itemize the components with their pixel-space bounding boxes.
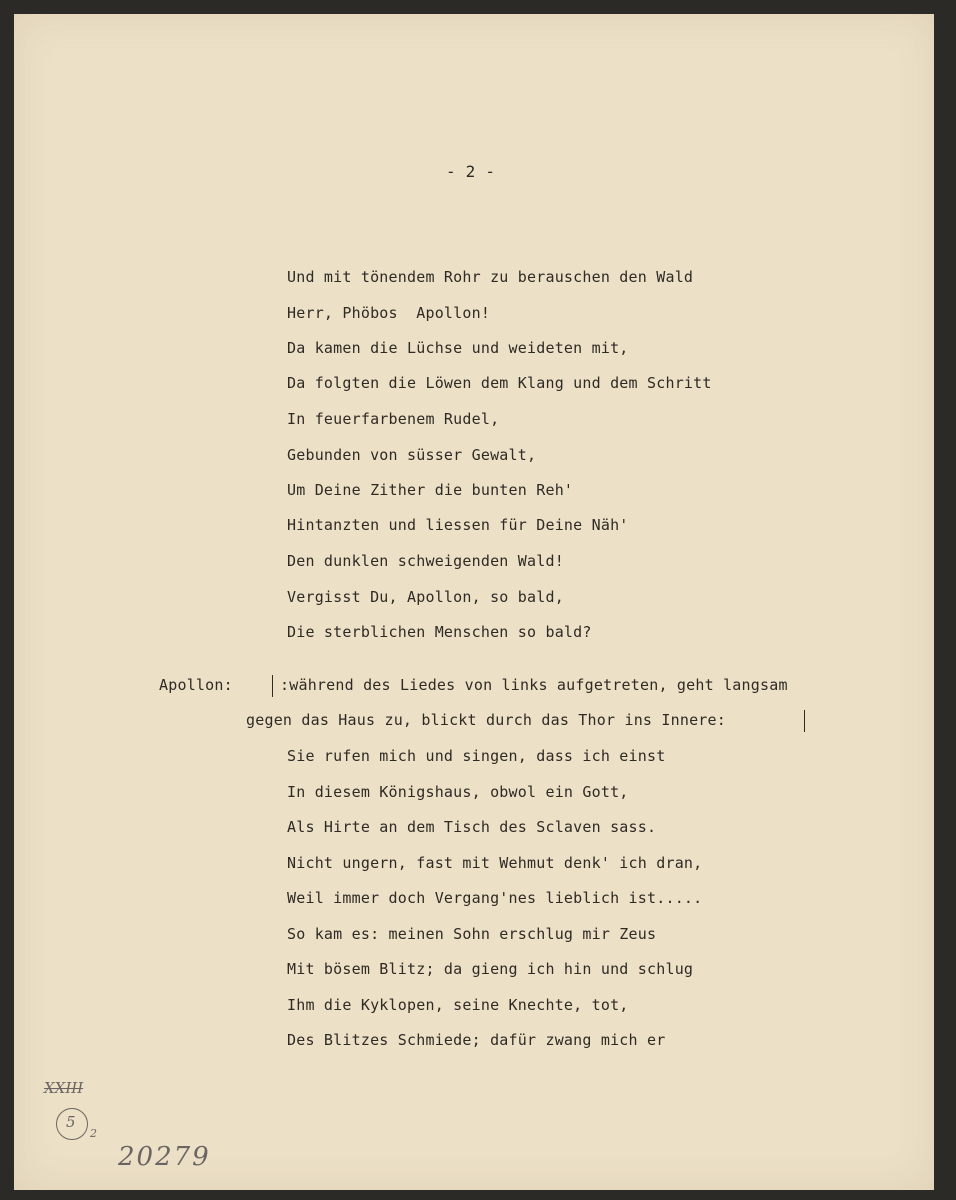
verse-line: Da folgten die Löwen dem Klang und dem Schritt — [287, 374, 712, 392]
roman-numeral-note: XXIII — [44, 1079, 84, 1097]
verse-line: Hintanzten und liessen für Deine Näh' — [287, 516, 629, 534]
verse-line: Den dunklen schweigenden Wald! — [287, 552, 564, 570]
stage-direction-line: gegen das Haus zu, blickt durch das Thor ins Innere: — [246, 711, 726, 729]
speech-line: Als Hirte an dem Tisch des Sclaven sass. — [287, 818, 657, 836]
document-page — [14, 14, 934, 1190]
page-number: - 2 - — [446, 162, 496, 181]
speech-line: So kam es: meinen Sohn erschlug mir Zeus — [287, 925, 657, 943]
verse-line: Da kamen die Lüchse und weideten mit, — [287, 339, 629, 357]
speech-line: Weil immer doch Vergang'nes lieblich ist..... — [287, 889, 703, 907]
verse-line: In feuerfarbenem Rudel, — [287, 410, 500, 428]
verse-line: Und mit tönendem Rohr zu berauschen den Wald — [287, 268, 694, 286]
verse-line: Um Deine Zither die bunten Reh' — [287, 481, 574, 499]
speech-line: Nicht ungern, fast mit Wehmut denk' ich dran, — [287, 854, 703, 872]
verse-line: Die sterblichen Menschen so bald? — [287, 623, 592, 641]
circled-subscript: 2 — [90, 1127, 97, 1140]
verse-line: Vergisst Du, Apollon, so bald, — [287, 588, 564, 606]
stage-direction-line: :während des Liedes von links aufgetreten, geht langsam — [280, 676, 788, 694]
speech-line: Sie rufen mich und singen, dass ich einst — [287, 747, 666, 765]
speaker-name: Apollon: — [159, 676, 233, 694]
speech-line: Mit bösem Blitz; da gieng ich hin und schlug — [287, 960, 694, 978]
verse-line: Gebunden von süsser Gewalt, — [287, 446, 537, 464]
speech-line: Des Blitzes Schmiede; dafür zwang mich er — [287, 1031, 666, 1049]
bracket-bar — [804, 710, 805, 732]
speech-line: Ihm die Kyklopen, seine Knechte, tot, — [287, 996, 629, 1014]
inventory-number: 20279 — [118, 1142, 211, 1172]
circled-number: 5 — [66, 1113, 76, 1131]
verse-line: Herr, Phöbos Apollon! — [287, 304, 491, 322]
speech-line: In diesem Königshaus, obwol ein Gott, — [287, 783, 629, 801]
bracket-bar — [272, 675, 273, 697]
